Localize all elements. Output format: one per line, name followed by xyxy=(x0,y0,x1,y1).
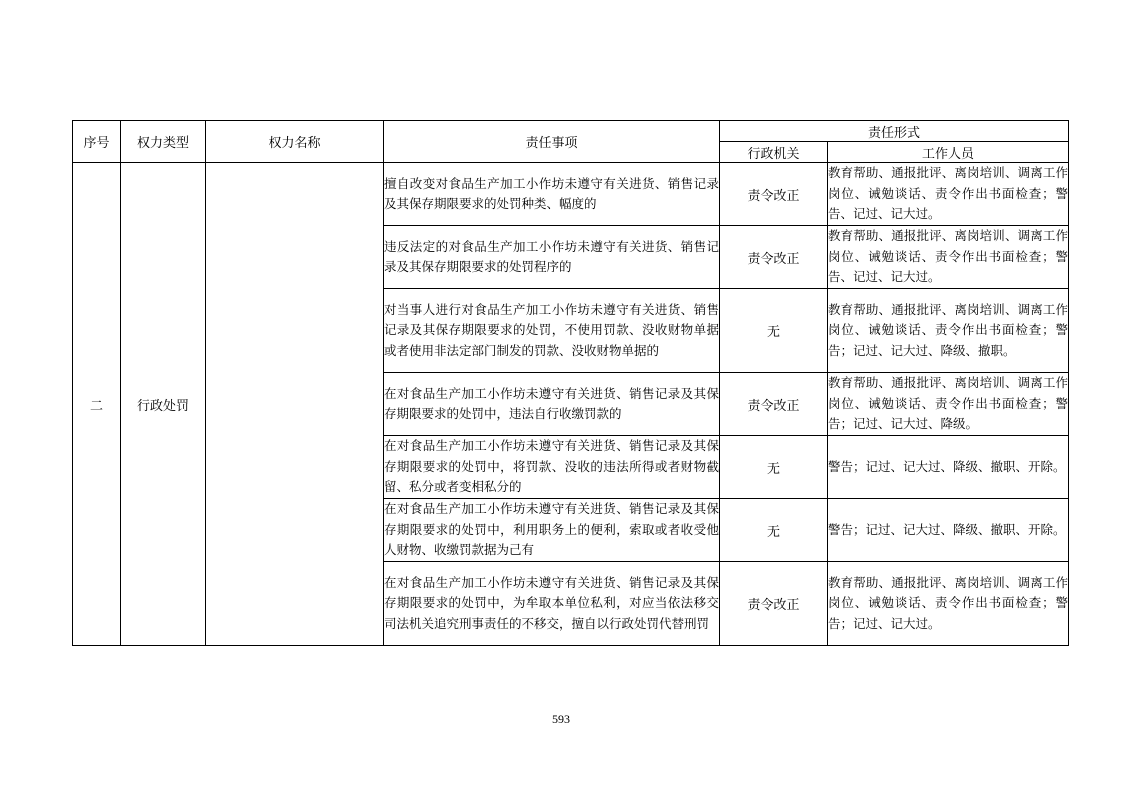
header-seq: 序号 xyxy=(73,121,121,163)
staff-cell: 教育帮助、通报批评、离岗培训、调离工作岗位、诫勉谈话、责令作出书面检查；警告；记过、记大过、降级。 xyxy=(828,373,1069,436)
matter-cell: 在对食品生产加工小作坊未遵守有关进货、销售记录及其保存期限要求的处罚中，为牟取本单位私利，对应当依法移交司法机关追究刑事责任的不移交，擅自以行政处罚代替刑罚 xyxy=(384,562,720,646)
responsibility-table xyxy=(72,120,1069,646)
agency-cell: 责令改正 xyxy=(720,373,828,436)
agency-cell: 责令改正 xyxy=(720,562,828,646)
agency-cell: 责令改正 xyxy=(720,163,828,226)
staff-cell: 警告；记过、记大过、降级、撤职、开除。 xyxy=(828,499,1069,562)
matter-cell: 违反法定的对食品生产加工小作坊未遵守有关进货、销售记录及其保存期限要求的处罚程序的 xyxy=(384,226,720,289)
staff-cell: 教育帮助、通报批评、离岗培训、调离工作岗位、诫勉谈话、责令作出书面检查；警告；记过、记大过。 xyxy=(828,562,1069,646)
group-power-name xyxy=(206,163,384,646)
header-staff: 工作人员 xyxy=(828,142,1069,163)
table-row xyxy=(73,163,1069,226)
table-header xyxy=(73,121,1069,163)
agency-cell: 无 xyxy=(720,499,828,562)
table-body xyxy=(73,163,1069,646)
matter-cell: 对当事人进行对食品生产加工小作坊未遵守有关进货、销售记录及其保存期限要求的处罚，不使用罚款、没收财物单据或者使用非法定部门制发的罚款、没收财物单据的 xyxy=(384,289,720,373)
header-agency: 行政机关 xyxy=(720,142,828,163)
staff-cell: 教育帮助、通报批评、离岗培训、调离工作岗位、诫勉谈话、责令作出书面检查；警告、记过、记大过。 xyxy=(828,226,1069,289)
page-number: 593 xyxy=(552,712,570,726)
group-seq: 二 xyxy=(73,163,121,646)
header-power-name: 权力名称 xyxy=(206,121,384,163)
staff-cell: 教育帮助、通报批评、离岗培训、调离工作岗位、诫勉谈话、责令作出书面检查；警告、记过、记大过。 xyxy=(828,163,1069,226)
agency-cell: 无 xyxy=(720,289,828,373)
matter-cell: 在对食品生产加工小作坊未遵守有关进货、销售记录及其保存期限要求的处罚中，将罚款、没收的违法所得或者财物截留、私分或者变相私分的 xyxy=(384,436,720,499)
header-form: 责任形式 xyxy=(720,121,1069,142)
agency-cell: 责令改正 xyxy=(720,226,828,289)
agency-cell: 无 xyxy=(720,436,828,499)
matter-cell: 在对食品生产加工小作坊未遵守有关进货、销售记录及其保存期限要求的处罚中，违法自行收缴罚款的 xyxy=(384,373,720,436)
staff-cell: 教育帮助、通报批评、离岗培训、调离工作岗位、诫勉谈话、责令作出书面检查；警告；记过、记大过、降级、撤职。 xyxy=(828,289,1069,373)
matter-cell: 擅自改变对食品生产加工小作坊未遵守有关进货、销售记录及其保存期限要求的处罚种类、幅度的 xyxy=(384,163,720,226)
matter-cell: 在对食品生产加工小作坊未遵守有关进货、销售记录及其保存期限要求的处罚中，利用职务上的便利，索取或者收受他人财物、收缴罚款据为己有 xyxy=(384,499,720,562)
header-matter: 责任事项 xyxy=(384,121,720,163)
header-power-type: 权力类型 xyxy=(121,121,206,163)
staff-cell: 警告；记过、记大过、降级、撤职、开除。 xyxy=(828,436,1069,499)
group-power-type: 行政处罚 xyxy=(121,163,206,646)
